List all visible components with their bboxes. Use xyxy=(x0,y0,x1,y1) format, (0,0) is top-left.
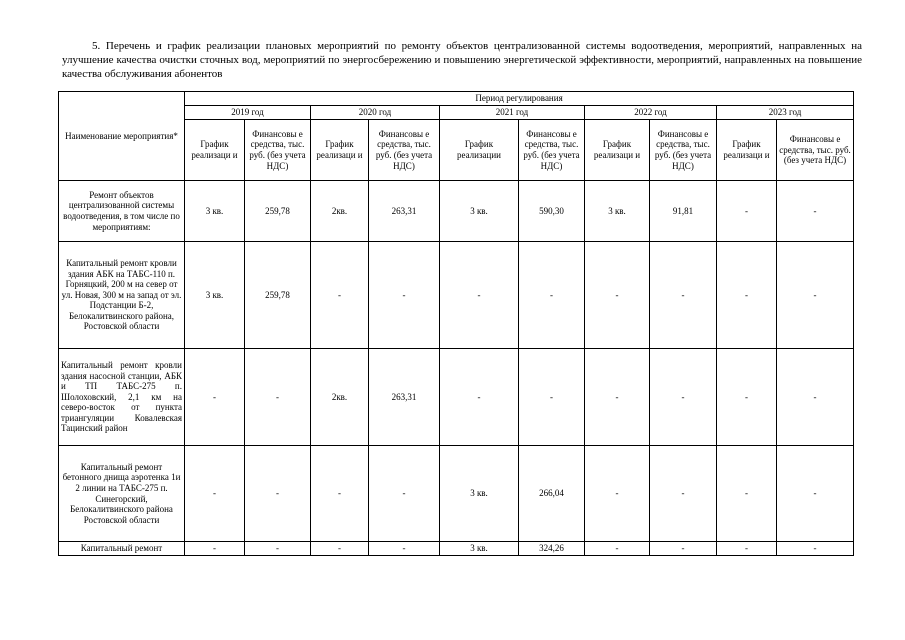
measure-name: Капитальный ремонт кровли здания АБК на ТАБС-110 п. Горняцкий, 200 м на север от ул. Новая, 300 м на запад от эл. Подстанции Б-2, Белокалитвинского района, Ростовской области xyxy=(59,242,185,349)
section-heading: 5. Перечень и график реализации плановых мероприятий по ремонту объектов централизованной системы водоотведения, мероприятий, направленных на улучшение качества очистки сточных вод, мероприятий по энергосбережению и повышению энергетической эффективности, мероприятий, направленных на повышение качества обслуживания абонентов xyxy=(62,40,862,80)
table-cell: - xyxy=(519,349,585,446)
table-cell: - xyxy=(185,542,245,556)
table-cell: 259,78 xyxy=(245,181,311,242)
measure-name: Капитальный ремонт бетонного днища аэротенка 1и 2 линии на ТАБС-275 п. Синегорский, Белокалитвинского района Ростовской области xyxy=(59,446,185,542)
table-cell: 590,30 xyxy=(519,181,585,242)
table-cell: 263,31 xyxy=(369,349,440,446)
table-cell: - xyxy=(185,446,245,542)
table-cell: - xyxy=(650,349,717,446)
header-row-period xyxy=(59,92,854,106)
table-cell: 3 кв. xyxy=(440,446,519,542)
measure-name: Капитальный ремонт xyxy=(59,542,185,556)
period-header: Период регулирования xyxy=(185,92,854,106)
finance-header: Финансовы е средства, тыс. руб. (без учета НДС) xyxy=(245,120,311,181)
year-header: 2022 год xyxy=(585,106,717,120)
table-cell: 2кв. xyxy=(311,181,369,242)
schedule-header: График реализаци и xyxy=(585,120,650,181)
table-cell: - xyxy=(650,242,717,349)
measures-table xyxy=(58,91,854,556)
schedule-header: График реализации xyxy=(440,120,519,181)
table-cell: - xyxy=(585,242,650,349)
table-cell: - xyxy=(777,181,854,242)
table-cell: - xyxy=(585,446,650,542)
table-row xyxy=(59,446,854,542)
table-cell: - xyxy=(717,349,777,446)
table-cell: - xyxy=(369,446,440,542)
table-cell: - xyxy=(369,242,440,349)
table-cell: 259,78 xyxy=(245,242,311,349)
table-cell: - xyxy=(585,542,650,556)
table-cell: - xyxy=(311,242,369,349)
table-cell: 3 кв. xyxy=(585,181,650,242)
table-cell: 3 кв. xyxy=(440,181,519,242)
year-header: 2019 год xyxy=(185,106,311,120)
table-cell: - xyxy=(717,542,777,556)
measure-name: Капитальный ремонт кровли здания насосной станции, АБК и ТП ТАБС-275 п. Шолоховский, 2,1 км на северо-восток от пункта триангуляции Ковалевская Тацинский район xyxy=(59,349,185,446)
finance-header: Финансовы е средства, тыс. руб. (без учета НДС) xyxy=(369,120,440,181)
table-cell: - xyxy=(245,349,311,446)
table-cell: - xyxy=(585,349,650,446)
table-cell: - xyxy=(311,446,369,542)
table-cell: 3 кв. xyxy=(440,542,519,556)
table-cell: 263,31 xyxy=(369,181,440,242)
table-cell: - xyxy=(440,349,519,446)
year-header: 2020 год xyxy=(311,106,440,120)
table-cell: - xyxy=(717,181,777,242)
table-cell: - xyxy=(440,242,519,349)
year-header: 2021 год xyxy=(440,106,585,120)
table-cell: - xyxy=(369,542,440,556)
name-column-header: Наименование мероприятия* xyxy=(59,92,185,181)
table-cell: - xyxy=(777,242,854,349)
table-cell: - xyxy=(311,542,369,556)
finance-header: Финансовы е средства, тыс. руб. (без учета НДС) xyxy=(650,120,717,181)
table-cell: - xyxy=(650,446,717,542)
table-cell: - xyxy=(777,542,854,556)
year-header: 2023 год xyxy=(717,106,854,120)
table-cell: - xyxy=(185,349,245,446)
table-row xyxy=(59,542,854,556)
finance-header: Финансовы е средства, тыс. руб. (без учета НДС) xyxy=(777,120,854,181)
table-cell: 266,04 xyxy=(519,446,585,542)
table-cell: - xyxy=(717,242,777,349)
table-cell: - xyxy=(519,242,585,349)
table-row xyxy=(59,181,854,242)
table-cell: - xyxy=(777,349,854,446)
table-row xyxy=(59,349,854,446)
finance-header: Финансовы е средства, тыс. руб. (без учета НДС) xyxy=(519,120,585,181)
table-cell: - xyxy=(717,446,777,542)
table-cell: - xyxy=(777,446,854,542)
table-cell: 2кв. xyxy=(311,349,369,446)
table-cell: - xyxy=(245,542,311,556)
table-cell: 3 кв. xyxy=(185,181,245,242)
table-cell: 324,26 xyxy=(519,542,585,556)
table-row xyxy=(59,242,854,349)
measure-name: Ремонт объектов централизованной системы водоотведения, в том числе по мероприятиям: xyxy=(59,181,185,242)
table-cell: - xyxy=(245,446,311,542)
schedule-header: График реализаци и xyxy=(717,120,777,181)
table-cell: 3 кв. xyxy=(185,242,245,349)
schedule-header: График реализаци и xyxy=(185,120,245,181)
schedule-header: График реализаци и xyxy=(311,120,369,181)
table-cell: - xyxy=(650,542,717,556)
table-cell: 91,81 xyxy=(650,181,717,242)
